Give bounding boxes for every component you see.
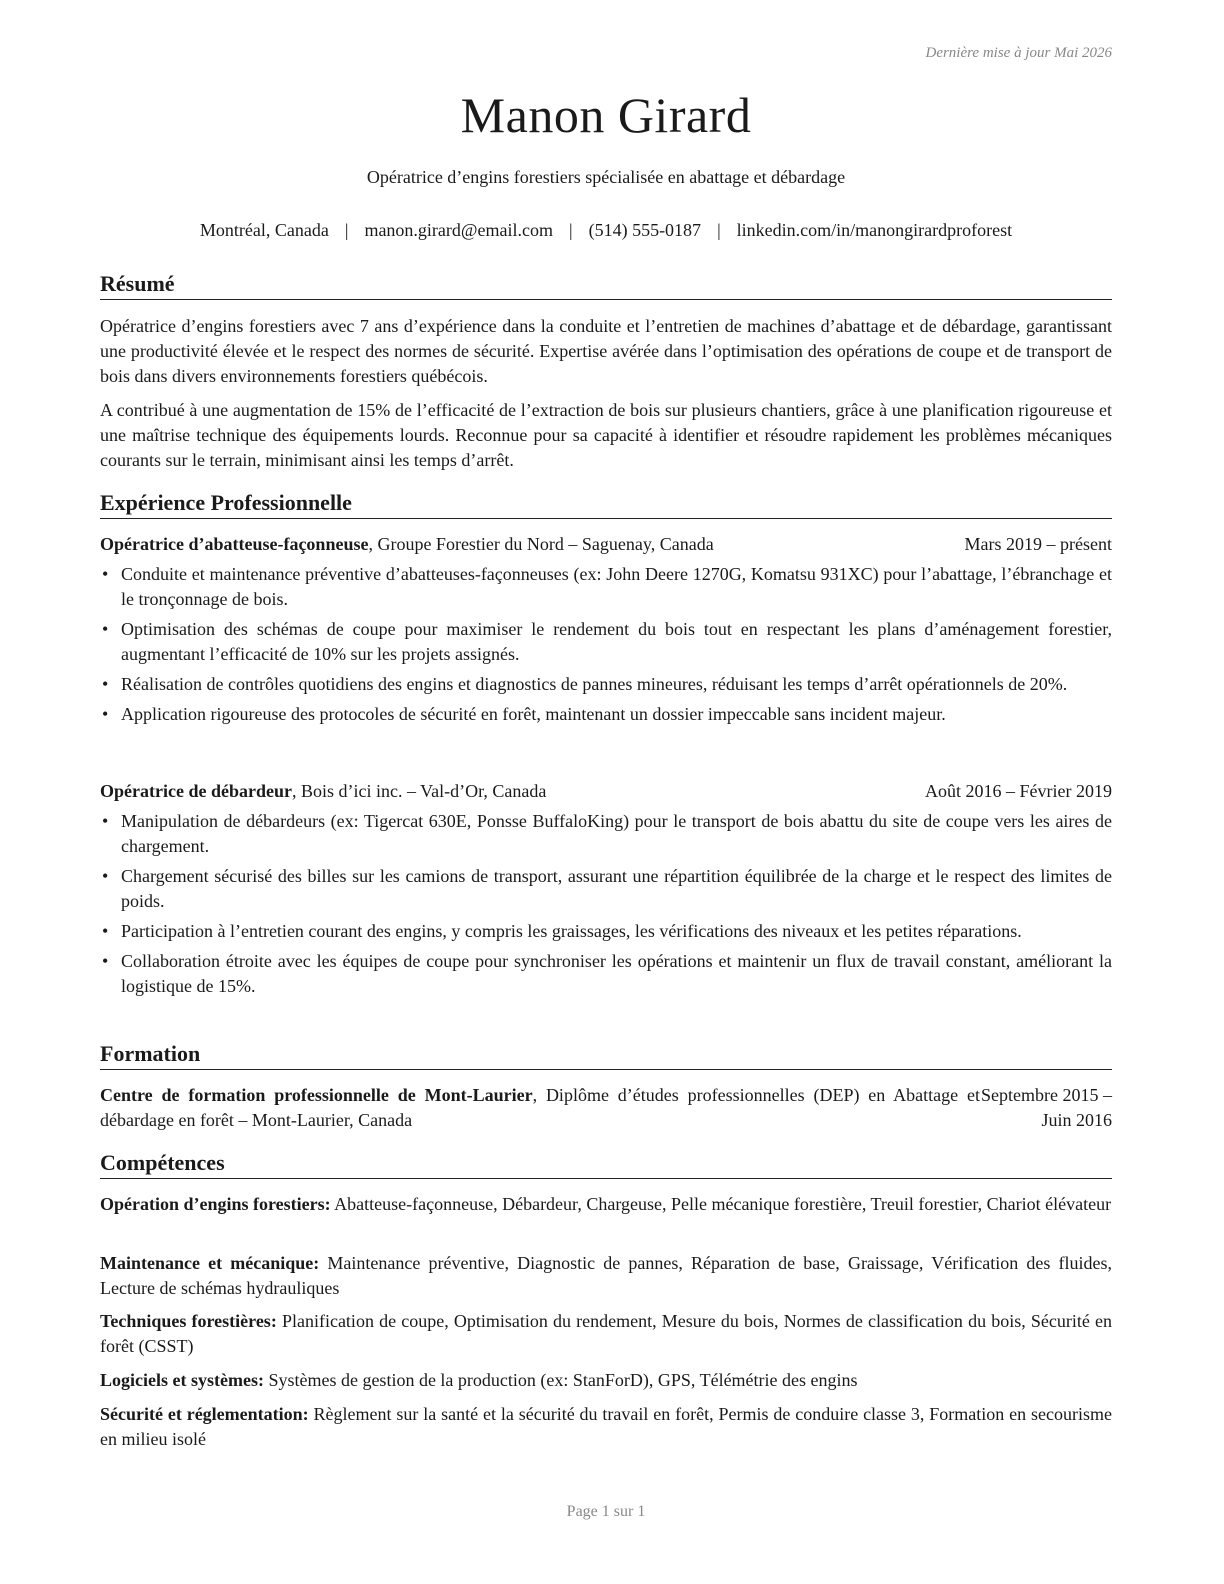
summary-paragraph-2: A contribué à une augmentation de 15% de l’efficacité de l’extraction de bois sur plusieurs chantiers, grâce à une planification rigoureuse et une maîtrise technique des équipements lourds. Reconnue pour sa capacité à identifier et résoudre rapidement les problèmes mécaniques courants sur le terrain, minimisant ainsi les temps d’arrêt. [100, 400, 1112, 470]
separator: | [344, 220, 349, 240]
contact-phone[interactable]: (514) 555-0187 [588, 220, 702, 240]
skill-text: Maintenance préventive, Diagnostic de pannes, Réparation de base, Graissage, Vérification des fluides, Lecture de schémas hydrauliques [100, 1253, 1112, 1298]
bullet-item: • Application rigoureuse des protocoles de sécurité en forêt, maintenant un dossier impeccable sans incident majeur. [100, 702, 1112, 727]
skill-line [100, 1309, 1112, 1359]
contact-linkedin[interactable]: linkedin.com/in/manongirardproforest [736, 220, 1013, 240]
separator: | [568, 220, 573, 240]
bullet-item: • Optimisation des schémas de coupe pour maximiser le rendement du bois tout en respectant les plans d’aménagement forestier, augmentant l’efficacité de 10% sur les projets assignés. [100, 617, 1112, 667]
job-company: , Groupe Forestier du Nord – Saguenay, Canada [368, 534, 714, 554]
job-bullets [100, 562, 1112, 732]
skill-label: Logiciels et systèmes: [100, 1370, 264, 1390]
job-dates: Août 2016 – Février 2019 [925, 781, 1112, 801]
page-number: Page 1 sur 1 [566, 1503, 646, 1520]
last-updated: Dernière mise à jour Mai 2026 [925, 45, 1112, 61]
job-header [100, 779, 1112, 804]
section-title-skills: Compétences [100, 1149, 1112, 1179]
education-details: , Diplôme d’études professionnelles (DEP) en Abattage et débardage en forêt – Mont-Laurier, Canada [100, 1085, 980, 1130]
bullet-item: • Chargement sécurisé des billes sur les camions de transport, assurant une répartition équilibrée de la charge et le respect des limites de poids. [100, 864, 1112, 914]
contact-line [100, 220, 1112, 241]
section-title-education: Formation [100, 1040, 1112, 1070]
skill-text: Systèmes de gestion de la production (ex: StanForD), GPS, Télémétrie des engins [263, 1370, 858, 1390]
section-title-summary: Résumé [100, 270, 1112, 300]
candidate-name: Manon Girard [460, 87, 752, 143]
headline: Opératrice d’engins forestiers spécialisée en abattage et débardage [366, 167, 846, 187]
bullet-item: • Collaboration étroite avec les équipes de coupe pour synchroniser les opérations et maintenir un flux de travail constant, améliorant la logistique de 15%. [100, 949, 1112, 999]
skill-text: Règlement sur la santé et la sécurité du travail en forêt, Permis de conduire classe 3, Formation en secourisme en milieu isolé [100, 1404, 1112, 1449]
bullet-item: • Réalisation de contrôles quotidiens des engins et diagnostics de pannes mineures, réduisant les temps d’arrêt opérationnels de 20%. [100, 672, 1112, 697]
skill-text: Planification de coupe, Optimisation du rendement, Mesure du bois, Normes de classification du bois, Sécurité en forêt (CSST) [100, 1311, 1112, 1356]
job-company: , Bois d’ici inc. – Val-d’Or, Canada [291, 781, 547, 801]
bullet-item: • Conduite et maintenance préventive d’abatteuses-façonneuses (ex: John Deere 1270G, Komatsu 931XC) pour l’abattage, l’ébranchage et le tronçonnage de bois. [100, 562, 1112, 612]
skill-line [100, 1251, 1112, 1301]
education-entry [100, 1083, 1112, 1133]
job-role: Opératrice de débardeur [100, 781, 292, 801]
bullet-item: • Participation à l’entretien courant des engins, y compris les graissages, les vérifications des niveaux et les petites réparations. [100, 919, 1112, 944]
skill-line [100, 1368, 1112, 1393]
skill-text: Abatteuse-façonneuse, Débardeur, Chargeuse, Pelle mécanique forestière, Treuil forestier, Chariot élévateur [330, 1194, 1112, 1214]
skill-label: Opération d’engins forestiers: [100, 1194, 331, 1214]
skill-label: Sécurité et réglementation: [100, 1404, 309, 1424]
job-dates: Mars 2019 – présent [964, 534, 1112, 554]
education-dates: Septembre 2015 – Juin 2016 [981, 1085, 1112, 1130]
bullet-item: • Manipulation de débardeurs (ex: Tigercat 630E, Ponsse BuffaloKing) pour le transport de bois abattu du site de coupe vers les aires de chargement. [100, 809, 1112, 859]
contact-email[interactable]: manon.girard@email.com [364, 220, 553, 240]
section-title-experience: Expérience Professionnelle [100, 489, 1112, 519]
education-school: Centre de formation professionnelle de Mont-Laurier [100, 1085, 533, 1105]
skill-line [100, 1402, 1112, 1452]
skill-label: Maintenance et mécanique: [100, 1253, 320, 1273]
job-header [100, 532, 1112, 557]
skill-line [100, 1192, 1112, 1217]
summary-paragraph-1: Opératrice d’engins forestiers avec 7 ans d’expérience dans la conduite et l’entretien de machines d’abattage et de débardage, garantissant une productivité élevée et le respect des normes de sécurité. Expertise avérée dans l’optimisation des opérations de coupe et de transport de bois dans divers environnements forestiers québécois. [100, 316, 1112, 386]
separator: | [717, 220, 721, 240]
job-role: Opératrice d’abatteuse-façonneuse [100, 534, 369, 554]
job-bullets [100, 809, 1112, 1004]
contact-location: Montréal, Canada [199, 220, 329, 240]
skill-label: Techniques forestières: [100, 1311, 277, 1331]
